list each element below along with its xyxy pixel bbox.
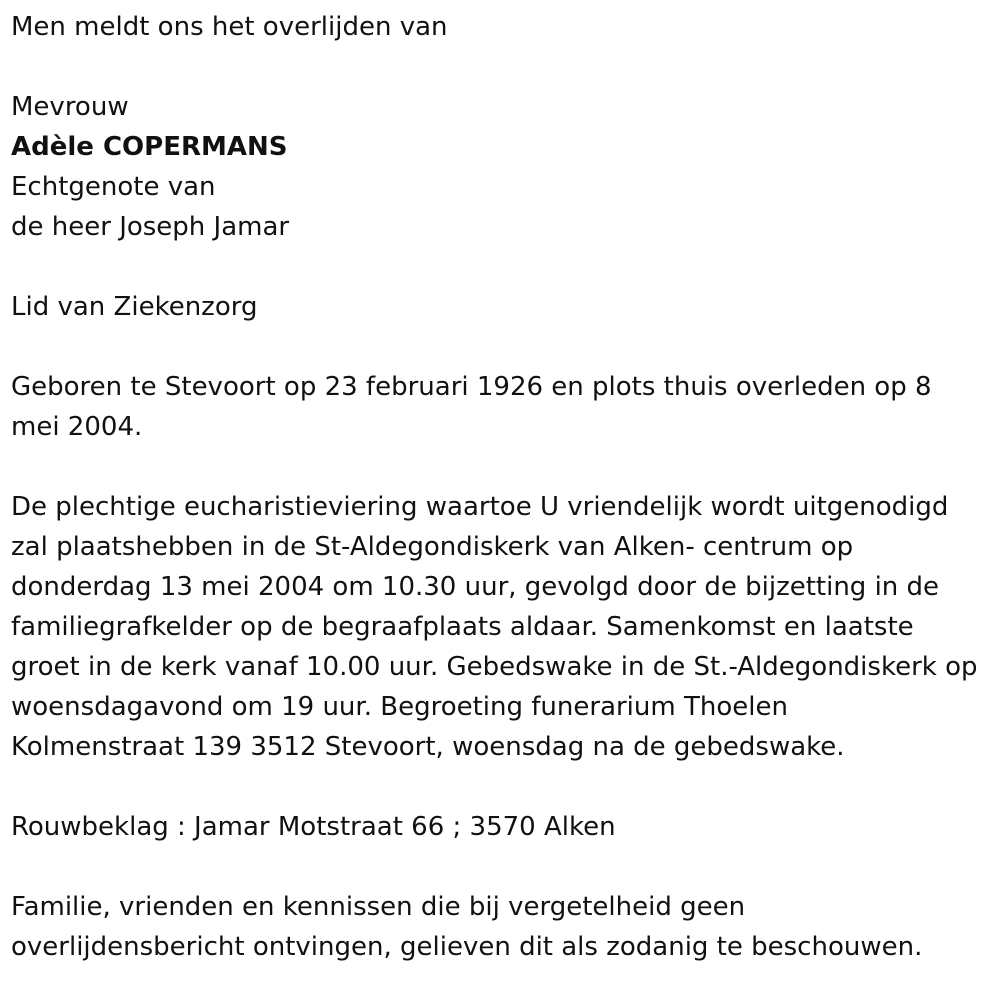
ceremony-paragraph — [11, 487, 992, 767]
birth-death-line-1: Geboren te Stevoort op 23 februari 1926 en plots thuis overleden op 8 — [11, 372, 932, 402]
salutation: Mevrouw — [11, 92, 129, 122]
birth-death-line-2: mei 2004. — [11, 412, 143, 442]
ceremony-line: zal plaatshebben in de St-Aldegondiskerk van Alken- centrum op — [11, 532, 854, 562]
spacer — [11, 327, 992, 367]
closing-line: Familie, vrienden en kennissen die bij vergetelheid geen — [11, 892, 746, 922]
ceremony-line: donderdag 13 mei 2004 om 10.30 uur, gevolgd door de bijzetting in de — [11, 572, 940, 602]
spacer — [11, 247, 992, 287]
closing-line: overlijdensbericht ontvingen, gelieven dit als zodanig te beschouwen. — [11, 932, 923, 962]
ceremony-line: De plechtige eucharistieviering waartoe U vriendelijk wordt uitgenodigd — [11, 492, 949, 522]
spouse-line-2: de heer Joseph Jamar — [11, 212, 290, 242]
closing-paragraph — [11, 887, 992, 967]
ceremony-line: familiegrafkelder op de begraafplaats aldaar. Samenkomst en laatste — [11, 612, 914, 642]
spacer — [11, 847, 992, 887]
ceremony-line: groet in de kerk vanaf 10.00 uur. Gebedswake in de St.-Aldegondiskerk op — [11, 652, 978, 682]
ceremony-line: Kolmenstraat 139 3512 Stevoort, woensdag na de gebedswake. — [11, 732, 845, 762]
spacer — [11, 767, 992, 807]
ceremony-line: woensdagavond om 19 uur. Begroeting funerarium Thoelen — [11, 692, 788, 722]
membership: Lid van Ziekenzorg — [11, 292, 258, 322]
spacer — [11, 47, 992, 87]
deceased-name: Adèle COPERMANS — [11, 132, 288, 162]
intro-text: Men meldt ons het overlijden van — [11, 12, 448, 42]
spacer — [11, 447, 992, 487]
spouse-line-1: Echtgenote van — [11, 172, 216, 202]
condolence-address: Rouwbeklag : Jamar Motstraat 66 ; 3570 Alken — [11, 812, 616, 842]
